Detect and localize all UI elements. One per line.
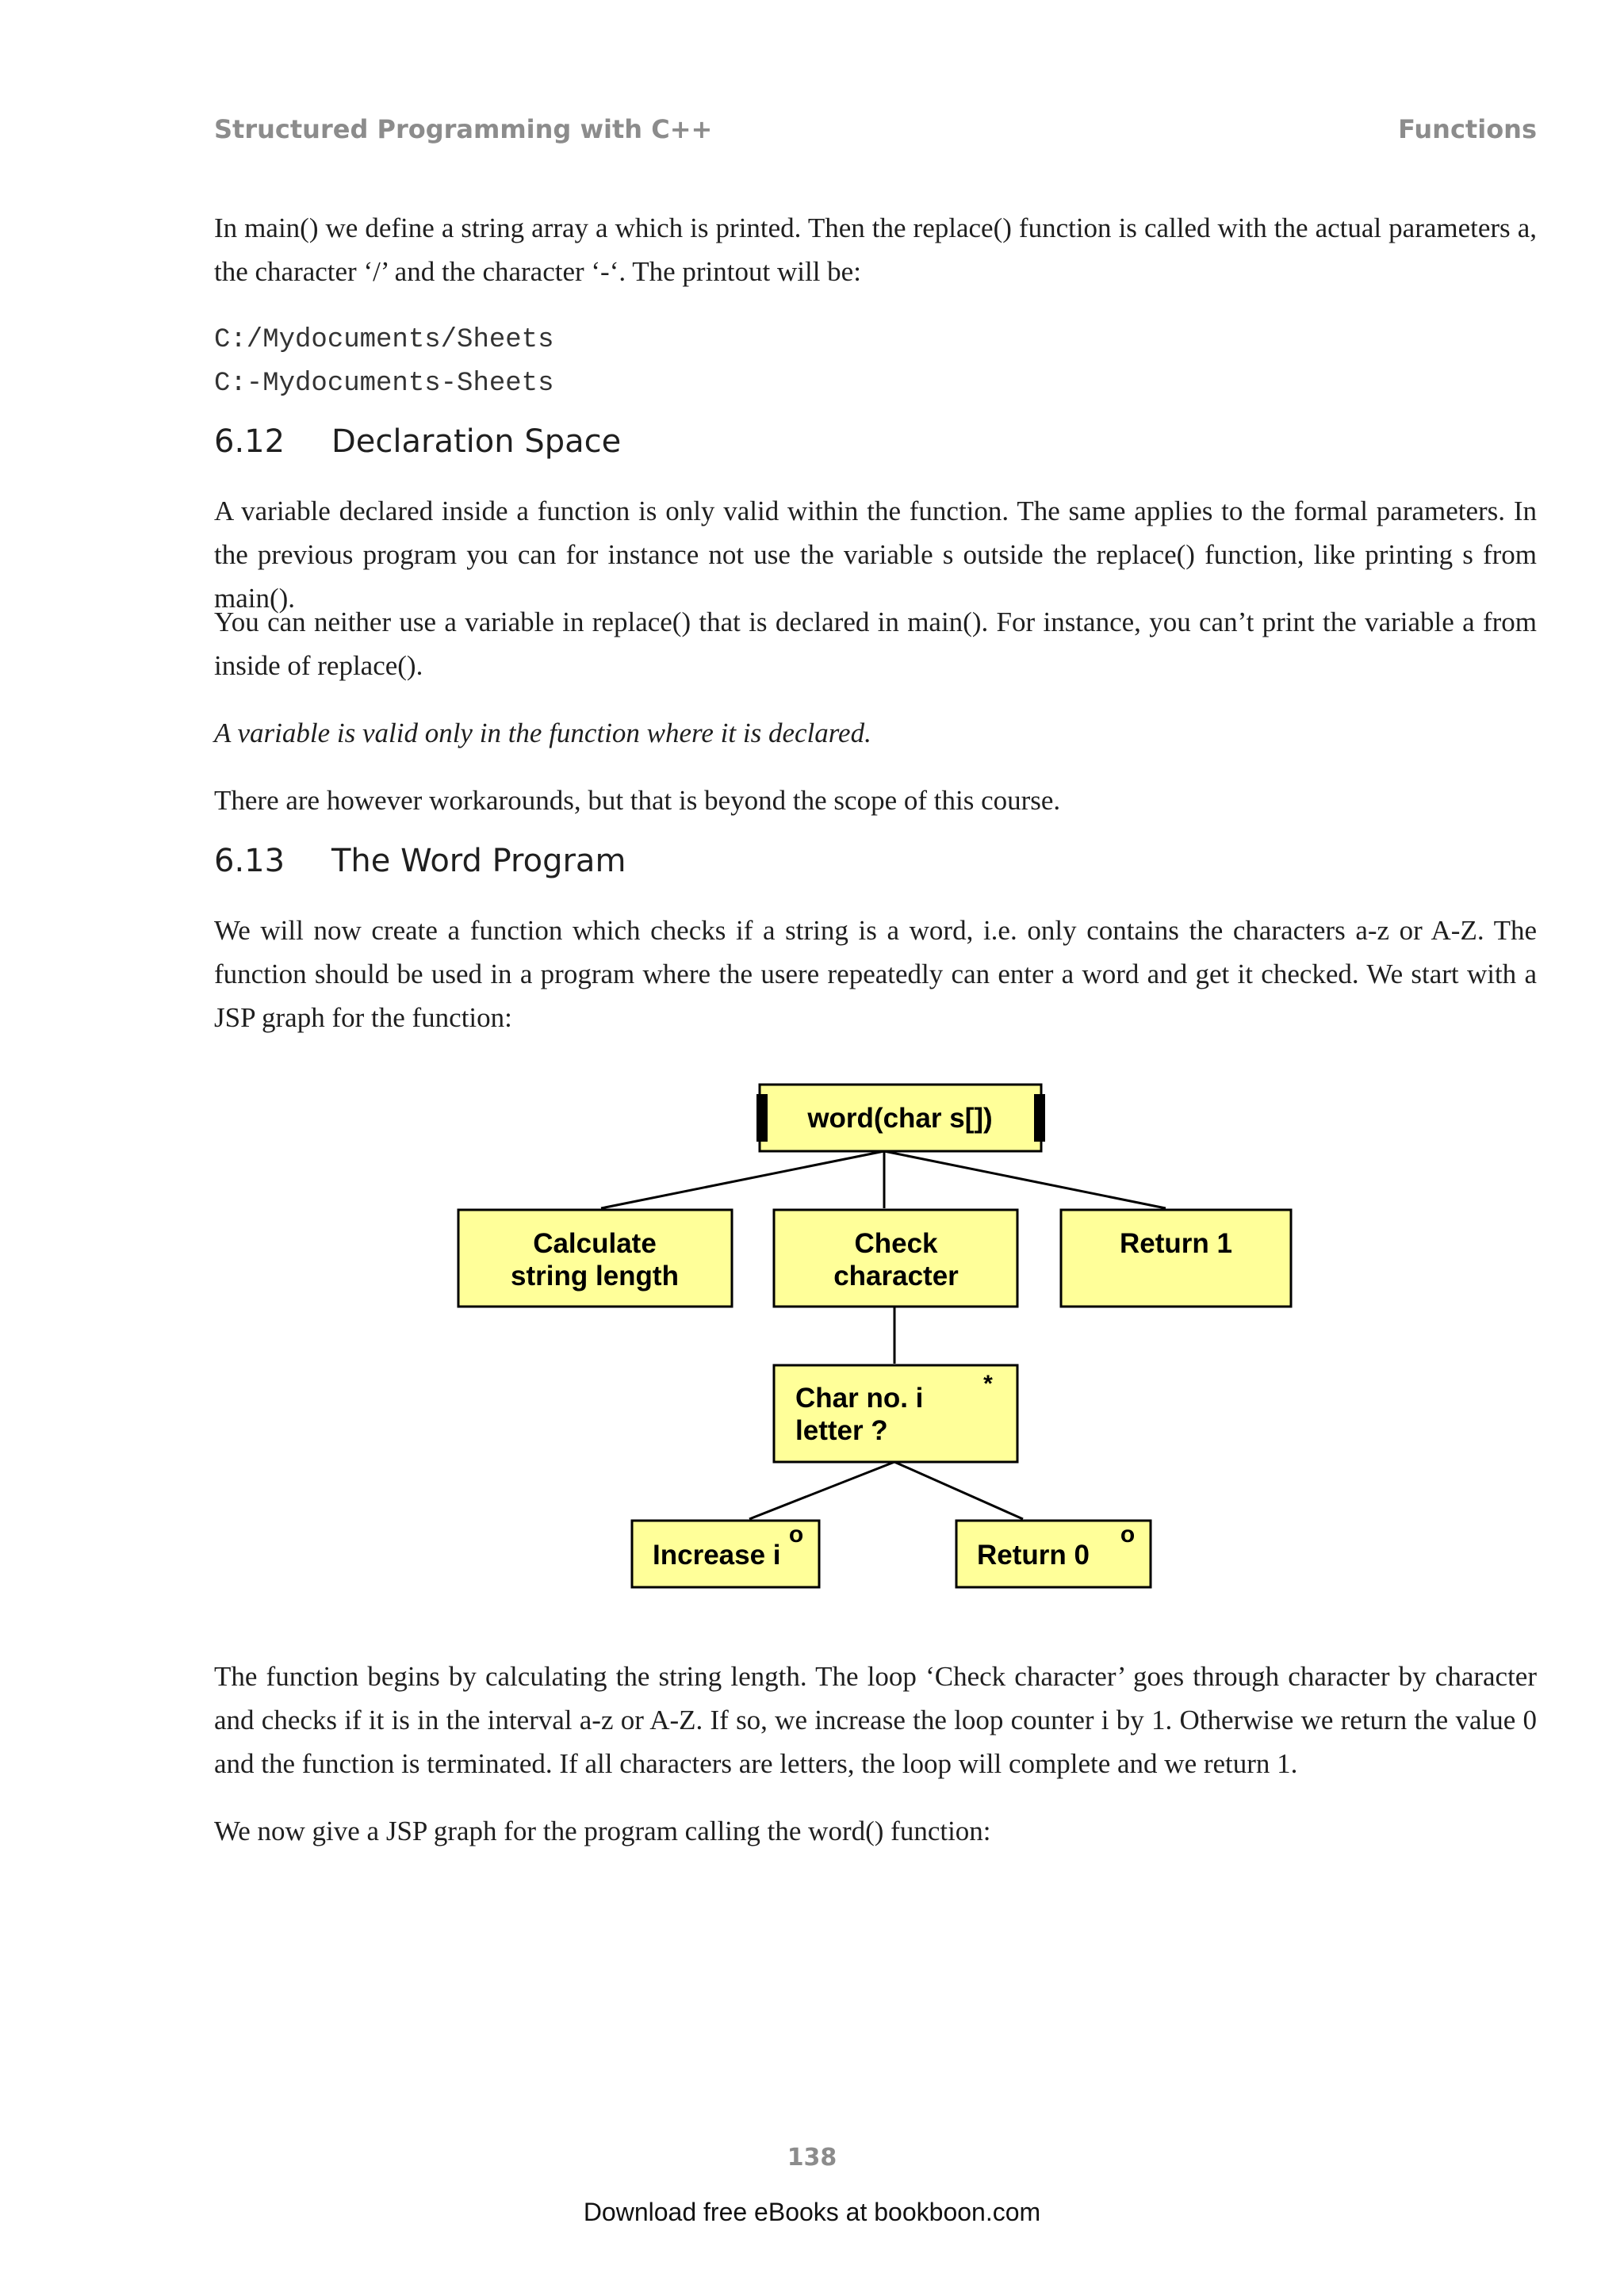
increase-selection-marker: o (788, 1521, 804, 1548)
section-6-13-paragraph-1 (214, 909, 1537, 1039)
page-number: 138 (787, 2144, 837, 2172)
paragraph: You can neither use a variable in replace() that is declared in main(). For instance, you can’t print the variable a from inside of replace(). (214, 607, 1537, 681)
jsp-diagram (0, 1062, 1624, 1601)
section-6-12-rule (214, 711, 1537, 755)
section-6-12-paragraph-4 (214, 779, 1537, 822)
running-header-chapter: Functions (1398, 114, 1537, 144)
paragraph: A variable declared inside a function is only valid within the function. The same applies to the formal parameters. In the previous program you can for instance not use the variable s outside the replace() function, like printing s from main(). (214, 496, 1537, 614)
section-number: 6.13 (214, 843, 285, 879)
increase-box (632, 1521, 819, 1587)
connector-iter-increase (749, 1462, 894, 1519)
calculate-box (458, 1210, 732, 1307)
paragraph: We now give a JSP graph for the program calling the word() function: (214, 1816, 991, 1846)
section-6-12-paragraph-2 (214, 600, 1537, 687)
iteration-box (774, 1365, 1017, 1462)
root-box-right-bar (1034, 1094, 1045, 1142)
calculate-label-line1: Calculate (533, 1228, 657, 1259)
connector-iter-return0 (894, 1462, 1023, 1519)
code-line-2: C:-Mydocuments-Sheets (214, 369, 554, 399)
check-label-line2: character (833, 1261, 959, 1292)
paragraph: There are however workarounds, but that is beyond the scope of this course. (214, 785, 1061, 816)
section-6-13-paragraph-3 (214, 1809, 1537, 1853)
root-box-left-bar (756, 1094, 768, 1142)
root-label: word(char s[]) (807, 1103, 993, 1134)
section-number: 6.12 (214, 423, 285, 460)
connector-root-calc (601, 1151, 884, 1208)
return0-box (956, 1521, 1151, 1587)
iteration-label-line1: Char no. i (795, 1383, 924, 1414)
section-title: The Word Program (331, 843, 626, 879)
italic-rule-statement: A variable is valid only in the function where it is declared. (214, 718, 871, 748)
increase-label: Increase i (653, 1540, 781, 1571)
return0-selection-marker: o (1120, 1521, 1136, 1548)
section-heading-6-12 (214, 423, 621, 460)
section-title: Declaration Space (331, 423, 622, 460)
connector-root-return1 (884, 1151, 1166, 1208)
check-label-line1: Check (854, 1228, 938, 1259)
check-box (774, 1210, 1017, 1307)
iteration-marker: * (983, 1371, 993, 1397)
return0-label: Return 0 (977, 1540, 1090, 1571)
paragraph: The function begins by calculating the string length. The loop ‘Check character’ goes through character by character and checks if it is in the interval a-z or A-Z. If so, we increase the loop counter i by 1. Otherwise we return the value 0 and the function is terminated. If all characters are letters, the loop will complete and we return 1. (214, 1661, 1537, 1779)
intro-paragraph-block (214, 206, 1537, 293)
return1-box (1061, 1210, 1291, 1307)
iteration-label-line2: letter ? (795, 1415, 888, 1446)
paragraph: We will now create a function which checks if a string is a word, i.e. only contains the characters a-z or A-Z. The function should be used in a program where the usere repeatedly can enter a word and get it checked. We start with a JSP graph for the function: (214, 915, 1537, 1033)
section-heading-6-13 (214, 843, 626, 879)
root-box (756, 1085, 1045, 1151)
section-6-13-paragraph-2 (214, 1655, 1537, 1785)
running-header-title: Structured Programming with C++ (214, 114, 713, 144)
code-line-1: C:/Mydocuments/Sheets (214, 325, 554, 355)
return1-label: Return 1 (1120, 1228, 1232, 1259)
intro-paragraph: In main() we define a string array a which is printed. Then the replace() function is called with the actual parameters a, the character ‘/’ and the character ‘-‘. The printout will be: (214, 212, 1537, 287)
footer-download-link[interactable]: Download free eBooks at bookboon.com (583, 2198, 1041, 2226)
calculate-label-line2: string length (511, 1261, 679, 1292)
